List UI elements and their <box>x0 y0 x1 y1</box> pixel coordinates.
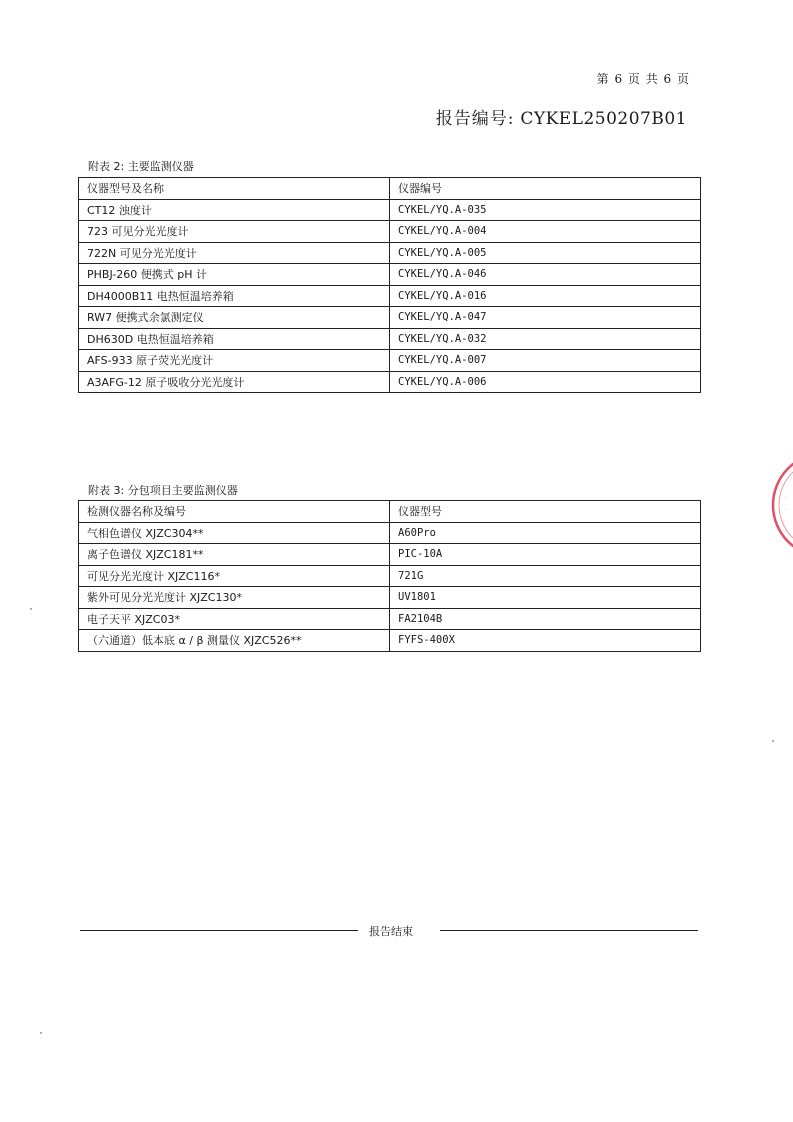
svg-text:·: · <box>783 519 785 526</box>
table-row <box>79 544 701 566</box>
table-cell: CYKEL/YQ.A-046 <box>390 264 701 286</box>
report-number-value: CYKEL250207B01 <box>520 109 687 129</box>
table-cell: 可见分光光度计 XJZC116* <box>79 565 390 587</box>
report-number-label: 报告编号: <box>435 109 515 129</box>
table-row <box>79 608 701 630</box>
table-cell: UV1801 <box>390 587 701 609</box>
table-cell: CT12 浊度计 <box>79 199 390 221</box>
table-cell: 气相色谱仪 XJZC304** <box>79 522 390 544</box>
table-cell: CYKEL/YQ.A-004 <box>390 221 701 243</box>
table-cell: DH630D 电热恒温培养箱 <box>79 328 390 350</box>
page-number: 第 6 页 共 6 页 <box>596 72 690 86</box>
table-cell: CYKEL/YQ.A-016 <box>390 285 701 307</box>
table-header-row <box>79 501 701 523</box>
table-cell: RW7 便携式余氯测定仪 <box>79 307 390 329</box>
table-row <box>79 242 701 264</box>
table-cell: CYKEL/YQ.A-032 <box>390 328 701 350</box>
report-number <box>436 104 687 129</box>
table-cell: 离子色谱仪 XJZC181** <box>79 544 390 566</box>
table-cell: CYKEL/YQ.A-006 <box>390 371 701 393</box>
table-row <box>79 307 701 329</box>
divider-rule-right <box>440 930 698 931</box>
table-cell: A3AFG-12 原子吸收分光光度计 <box>79 371 390 393</box>
table-row <box>79 221 701 243</box>
table2-caption: 附表 2: 主要监测仪器 <box>88 160 194 173</box>
table-cell: 电子天平 XJZC03* <box>79 608 390 630</box>
scan-speck <box>772 740 774 742</box>
svg-text:·: · <box>785 507 787 514</box>
table-cell: CYKEL/YQ.A-005 <box>390 242 701 264</box>
divider-rule-left <box>80 930 358 931</box>
table-row <box>79 565 701 587</box>
table-cell: FYFS-400X <box>390 630 701 652</box>
column-header-instrument-number: 仪器编号 <box>390 178 701 200</box>
table-row <box>79 328 701 350</box>
table-row <box>79 522 701 544</box>
table-cell: PIC-10A <box>390 544 701 566</box>
instrument-table-main <box>78 177 701 393</box>
table-cell: 721G <box>390 565 701 587</box>
scan-speck <box>40 1032 42 1034</box>
table-cell: CYKEL/YQ.A-035 <box>390 199 701 221</box>
column-header-instrument-model: 仪器型号 <box>390 501 701 523</box>
svg-text:·: · <box>783 483 785 490</box>
table-row <box>79 350 701 372</box>
svg-text:·: · <box>785 495 787 502</box>
table-row <box>79 371 701 393</box>
table-cell: FA2104B <box>390 608 701 630</box>
table-row <box>79 264 701 286</box>
table-cell: （六通道）低本底 α / β 测量仪 XJZC526** <box>79 630 390 652</box>
table-cell: 紫外可见分光光度计 XJZC130* <box>79 587 390 609</box>
table-cell: A60Pro <box>390 522 701 544</box>
table-cell: PHBJ-260 便携式 pH 计 <box>79 264 390 286</box>
table3-caption: 附表 3: 分包项目主要监测仪器 <box>88 484 238 497</box>
table-cell: 722N 可见分光光度计 <box>79 242 390 264</box>
table-row <box>79 285 701 307</box>
instrument-table-subcontract <box>78 500 701 652</box>
column-header-model-name: 仪器型号及名称 <box>79 178 390 200</box>
table-row <box>79 587 701 609</box>
report-end-text: 报告结束 <box>369 925 413 938</box>
seal-stamp <box>763 450 793 560</box>
table-cell: 723 可见分光光度计 <box>79 221 390 243</box>
table-cell: CYKEL/YQ.A-047 <box>390 307 701 329</box>
table-header-row <box>79 178 701 200</box>
table-cell: AFS-933 原子荧光光度计 <box>79 350 390 372</box>
table-cell: CYKEL/YQ.A-007 <box>390 350 701 372</box>
table-row <box>79 630 701 652</box>
column-header-instrument-name-number: 检测仪器名称及编号 <box>79 501 390 523</box>
scan-speck <box>30 608 32 610</box>
table-cell: DH4000B11 电热恒温培养箱 <box>79 285 390 307</box>
table-row <box>79 199 701 221</box>
